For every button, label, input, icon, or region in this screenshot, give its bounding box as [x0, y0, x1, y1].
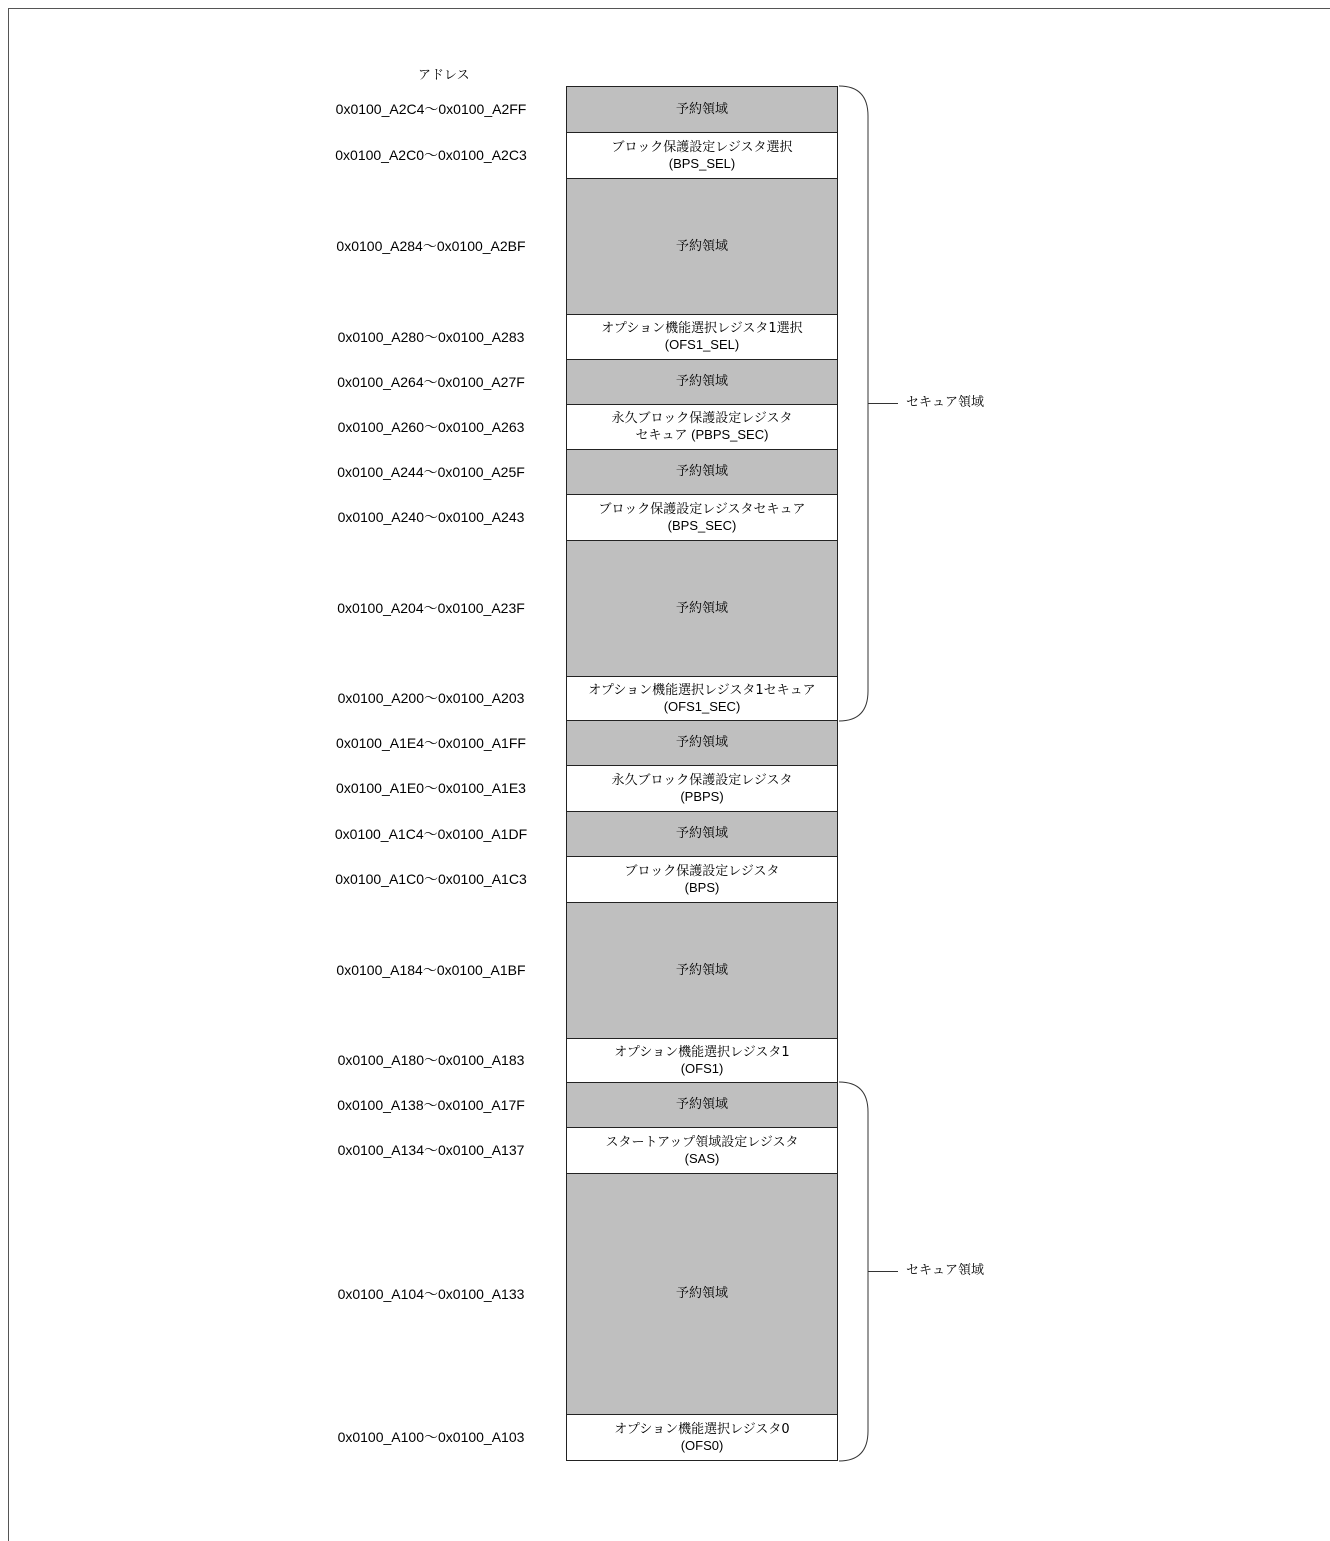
- address-label: 0x0100_A104～0x0100_A133: [337, 1285, 525, 1302]
- address-label: 0x0100_A134～0x0100_A137: [337, 1142, 525, 1158]
- cell-abbreviation: セキュア (PBPS_SEC): [635, 427, 769, 442]
- cell-abbreviation: (OFS1): [680, 1060, 724, 1076]
- cell-name: ブロック保護設定レジスタセキュア: [598, 501, 806, 517]
- cell-name: 予約領域: [675, 1286, 728, 1301]
- address-label: 0x0100_A184～0x0100_A1BF: [336, 962, 526, 978]
- address-label: 0x0100_A200～0x0100_A203: [337, 690, 525, 706]
- address-label: 0x0100_A280～0x0100_A283: [337, 328, 525, 345]
- address-label: 0x0100_A240～0x0100_A243: [337, 509, 525, 525]
- cell-name: 永久ブロック保護設定レジスタ: [611, 772, 793, 788]
- cell-name: オプション機能選択レジスタ1選択: [601, 321, 803, 336]
- address-label: 0x0100_A1C0～0x0100_A1C3: [335, 871, 527, 887]
- address-label: 0x0100_A1E4～0x0100_A1FF: [336, 734, 526, 751]
- cell-name: スタートアップ領域設定レジスタ: [605, 1134, 799, 1150]
- cell-name: 予約領域: [675, 464, 728, 479]
- address-label: 0x0100_A260～0x0100_A263: [337, 418, 525, 435]
- address-label: 0x0100_A264～0x0100_A27F: [337, 373, 525, 390]
- address-label: 0x0100_A204～0x0100_A23F: [337, 600, 525, 616]
- cell-abbreviation: (BPS): [684, 879, 720, 895]
- cell-abbreviation: (BPS_SEC): [667, 517, 737, 533]
- cell-name: 予約領域: [675, 101, 728, 117]
- cell-abbreviation: (OFS1_SEL): [664, 337, 740, 352]
- address-label: 0x0100_A180～0x0100_A183: [337, 1052, 525, 1068]
- address-label: 0x0100_A284～0x0100_A2BF: [336, 238, 526, 254]
- cell-name: オプション機能選択レジスタ0: [614, 1421, 790, 1437]
- address-label: 0x0100_A1E0～0x0100_A1E3: [336, 780, 526, 796]
- cell-name: オプション機能選択レジスタ1: [614, 1044, 790, 1060]
- cell-name: ブロック保護設定レジスタ: [624, 863, 780, 879]
- cell-name: 予約領域: [675, 826, 728, 841]
- address-header: アドレス: [418, 68, 470, 83]
- cell-abbreviation: (OFS1_SEC): [663, 698, 741, 714]
- address-label: 0x0100_A244～0x0100_A25F: [337, 463, 525, 480]
- cell-name: 予約領域: [675, 374, 728, 389]
- cell-name: 予約領域: [675, 962, 728, 978]
- cell-abbreviation: (PBPS): [680, 788, 724, 804]
- address-label: 0x0100_A138～0x0100_A17F: [337, 1096, 525, 1113]
- address-label: 0x0100_A2C4～0x0100_A2FF: [335, 101, 527, 117]
- secure-region-label: セキュア領域: [906, 1262, 985, 1278]
- cell-abbreviation: (OFS0): [680, 1437, 724, 1453]
- cell-name: ブロック保護設定レジスタ選択: [611, 139, 793, 155]
- cell-name: 予約領域: [675, 735, 728, 750]
- address-label: 0x0100_A100～0x0100_A103: [337, 1429, 525, 1445]
- secure-region-label: セキュア領域: [906, 394, 985, 410]
- cell-abbreviation: (BPS_SEL): [668, 155, 736, 171]
- cell-name: 予約領域: [675, 238, 728, 254]
- address-label: 0x0100_A1C4～0x0100_A1DF: [334, 825, 528, 842]
- cell-name: 予約領域: [675, 600, 728, 616]
- address-label: 0x0100_A2C0～0x0100_A2C3: [335, 147, 527, 163]
- secure-region-bracket: [839, 1082, 868, 1461]
- cell-name: 予約領域: [675, 1097, 728, 1112]
- cell-name: オプション機能選択レジスタ1セキュア: [588, 682, 816, 698]
- secure-region-bracket: [839, 86, 868, 721]
- cell-abbreviation: (SAS): [684, 1150, 720, 1166]
- cell-name: 永久ブロック保護設定レジスタ: [611, 411, 793, 426]
